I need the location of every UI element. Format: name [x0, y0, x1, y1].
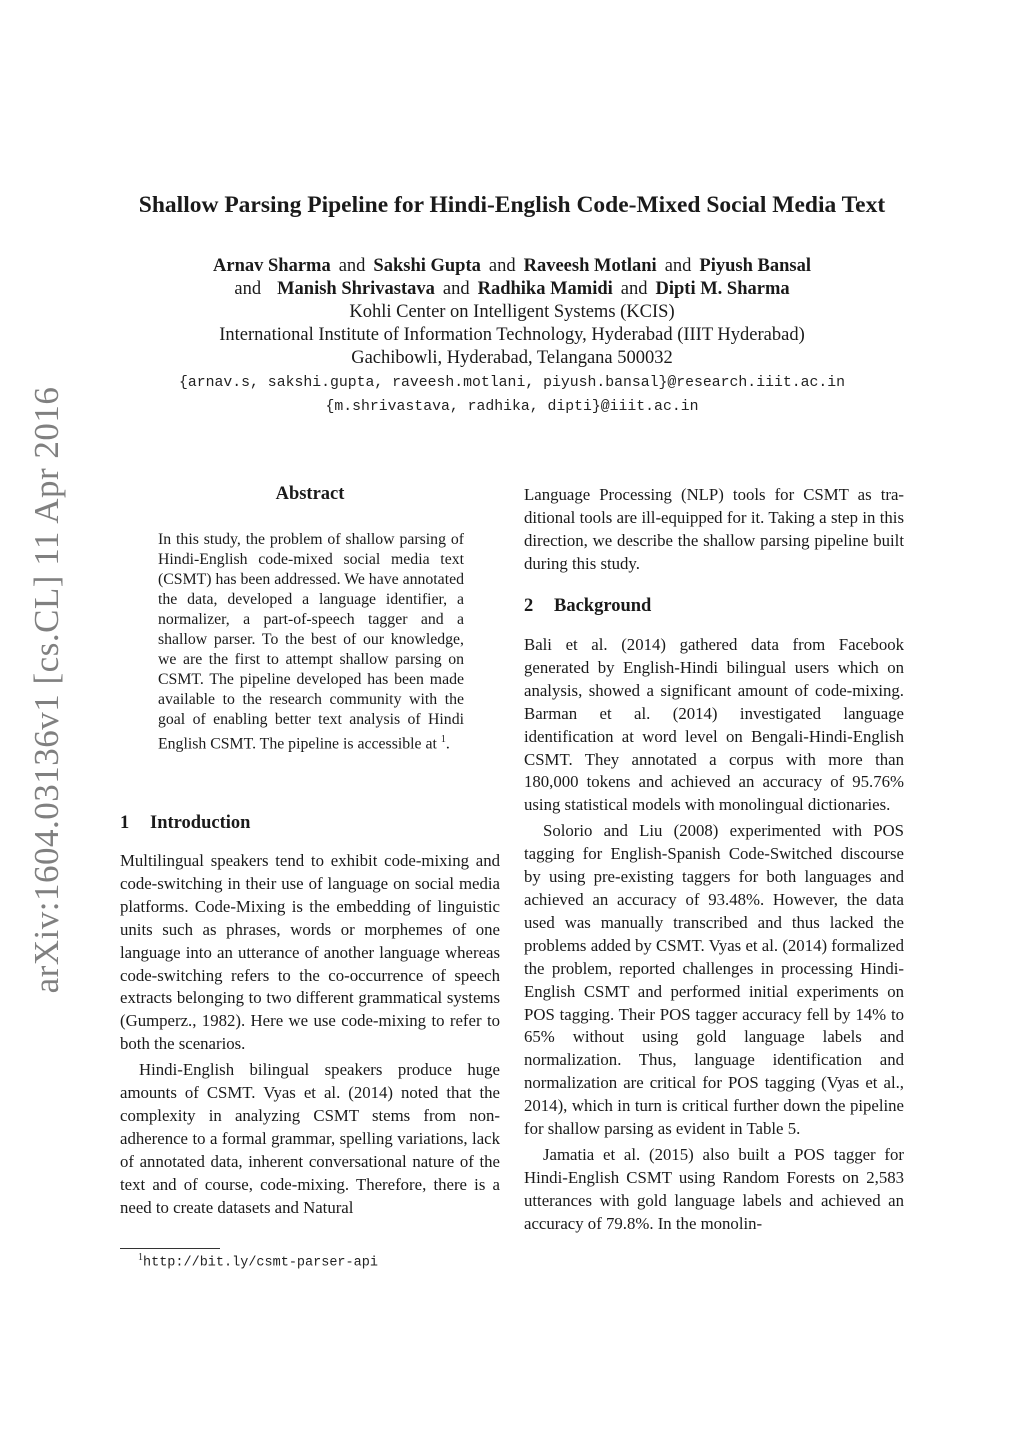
abstract-text: In this study, the problem of shallow parsing of Hindi-English code-mixed social media text (CSMT) has been addressed. We have annotated the data, developed a language identifier, a normalizer, a part-of-speech tagger and a shallow parser. To the best of our knowledge, we are the first to attempt shallow parsing on CSMT. The pipeline developed has been made available to the research community with the goal of enabling better text analysis of Hindi English CSMT. The pipeline is accessible at: [158, 531, 464, 753]
section-title: Background: [554, 596, 652, 616]
author-name: Raveesh Motlani: [523, 256, 657, 276]
paragraph: Bali et al. (2014) gathered data from Facebook generated by English-Hindi bilingual users which on analysis, showed a significant amount of code-mixing. Barman et al. (2014) investigated language identification at word level on Bengali-Hindi-English CSMT. They annotated a corpus with more than 180,000 tokens and achieved an accuracy of 95.76% using statistical models with monolingual dictionaries.: [524, 635, 904, 815]
paragraph: Multilingual speakers tend to exhibit code-mixing and code-switching in their use of language on social media platforms. Code-Mixing is the embedding of linguistic units such as phrases, words or morphemes of one language into an utterance of another language whereas code-switching refers to the co-occurrence of speech extracts belonging to two different grammatical systems (Gumperz., 1982). Here we use code-mixing to refer to both the scenarios.: [120, 851, 500, 1054]
footnote-number: 1: [138, 1252, 143, 1263]
paragraph: Hindi-English bilingual speakers produce huge amounts of CSMT. Vyas et al. (2014) noted that the complexity in analyzing CSMT stems from non-adherence to a formal grammar, spelling variations, lack of annotated data, inherent conversational nature of the text and of course, code-mixing. Therefore, there is a need to create datasets and Natural: [120, 1060, 500, 1217]
introduction-continued: [524, 484, 904, 579]
email-line: {m.shrivastava, radhika, dipti}@iiit.ac.in: [325, 399, 699, 415]
background-body: [524, 634, 904, 1239]
author-name: Piyush Bansal: [699, 256, 811, 276]
footnote-link[interactable]: http://bit.ly/csmt-parser-api: [143, 1255, 378, 1271]
and-separator: and: [234, 279, 262, 299]
section-number: 1: [120, 813, 130, 833]
section-title: Introduction: [150, 813, 251, 833]
author-line-1: [0, 256, 1024, 277]
introduction-body: [120, 850, 500, 1223]
affiliation-line: Kohli Center on Intelligent Systems (KCIS): [349, 302, 675, 322]
paragraph: Solorio and Liu (2008) experimented with POS tagging for English-Spanish Code-Switched discourse by using pre-existing taggers for both languages and achieved an accuracy of 93.48%. However, the data used was manually transcribed and thus lacked the problems added by CSMT. Vyas et al. (2014) formalized the problem, reported challenges in processing Hindi-English CSMT and performed initial experiments on POS tagging. Their POS tagger accuracy fell by 14% to 65% without using gold language labels and normalization. Thus, language identification and normalization are critical for POS tagging (Vyas et al., 2014), which in turn is critical further down the pipeline for shallow parsing as evident in Table 5.: [524, 821, 904, 1139]
and-separator: and: [338, 256, 366, 276]
section-heading-introduction: [120, 813, 250, 834]
paragraph: Jamatia et al. (2015) also built a POS tagger for Hindi-English CSMT using Random Forests on 2,583 utterances with gold language labels and achieved an accuracy of 79.8%. In the monolin-: [524, 1144, 904, 1233]
footnote: [138, 1252, 378, 1271]
author-name: Radhika Mamidi: [477, 279, 613, 299]
arxiv-identifier: arXiv:1604.03136v1 [cs.CL] 11 Apr 2016: [27, 386, 66, 994]
and-separator: and: [620, 279, 648, 299]
author-name: Dipti M. Sharma: [655, 279, 790, 299]
abstract-body: [158, 530, 464, 754]
author-name: Manish Shrivastava: [277, 279, 435, 299]
affiliation-line: International Institute of Information Technology, Hyderabad (IIIT Hyderabad): [219, 325, 805, 345]
section-heading-background: [524, 596, 651, 617]
and-separator: and: [488, 256, 516, 276]
and-separator: and: [442, 279, 470, 299]
author-name: Sakshi Gupta: [373, 256, 481, 276]
and-separator: and: [664, 256, 692, 276]
paragraph: Language Processing (NLP) tools for CSMT as traditional tools are ill-equipped for it. Taking a step in this direction, we describe the shallow parsing pipeline built during this study.: [524, 485, 904, 573]
abstract-end: .: [445, 735, 450, 753]
affiliation-line: Gachibowli, Hyderabad, Telangana 500032: [351, 348, 673, 368]
footnote-mark: 1: [440, 734, 446, 745]
author-name: Arnav Sharma: [213, 256, 331, 276]
abstract-heading: Abstract: [275, 484, 345, 504]
email-line: {arnav.s, sakshi.gupta, raveesh.motlani, piyush.bansal}@research.iiit.ac.in: [179, 375, 845, 391]
footnote-divider: [120, 1248, 220, 1249]
section-number: 2: [524, 596, 534, 616]
author-line-2: [0, 279, 1024, 300]
paper-title: Shallow Parsing Pipeline for Hindi-English Code-Mixed Social Media Text: [138, 192, 886, 218]
